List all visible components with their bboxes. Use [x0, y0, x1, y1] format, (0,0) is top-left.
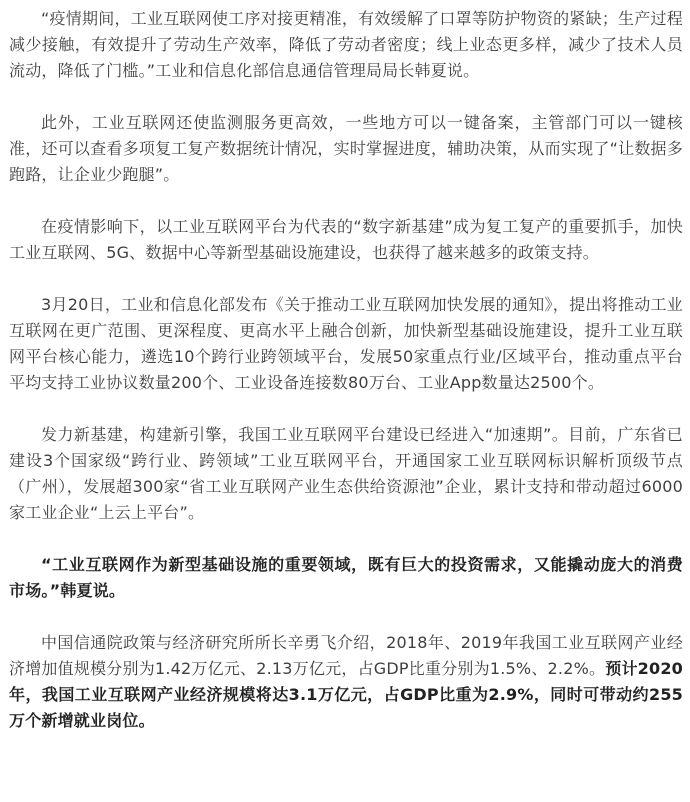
- paragraph-economic-scale: [9, 630, 683, 734]
- economic-forecast-highlight: 预计2020年，我国工业互联网产业经济规模将达3.1万亿元，占GDP比重为2.9%，同时可带动约255万个新增就业岗位。: [9, 659, 683, 730]
- economic-scale-text: 中国信通院政策与经济研究所所长辛勇飞介绍，2018年、2019年我国工业互联网产业经济增加值规模分别为1.42万亿元、2.13万亿元，占GDP比重分别为1.5%、2.2%。: [9, 633, 683, 678]
- article-body: [9, 6, 683, 760]
- paragraph-bold-quote: “工业互联网作为新型基础设施的重要领域，既有巨大的投资需求，又能撬动庞大的消费市场。”韩夏说。: [9, 555, 683, 600]
- paragraph-monitoring-services: 此外，工业互联网还使监测服务更高效，一些地方可以一键备案，主管部门可以一键核准，还可以查看多项复工复产数据统计情况，实时掌握进度，辅助决策，从而实现了“让数据多跑路，让企业少跑腿”。: [9, 113, 683, 184]
- paragraph-pandemic-quote: “疫情期间，工业互联网使工序对接更精准，有效缓解了口罩等防护物资的紧缺；生产过程减少接触，有效提升了劳动生产效率，降低了劳动者密度；线上业态更多样，减少了技术人员流动，降低了门槛。”工业和信息化部信息通信管理局局长韩夏说。: [9, 9, 683, 80]
- paragraph-ministry-notice: 3月20日，工业和信息化部发布《关于推动工业互联网加快发展的通知》，提出将推动工业互联网在更广范围、更深程度、更高水平上融合创新，加快新型基础设施建设，提升工业互联网平台核心能力，遴选10个跨行业跨领域平台，发展50家重点行业/区域平台，推动重点平台平均支持工业协议数量200个、工业设备连接数80万台、工业App数量达2500个。: [9, 295, 683, 392]
- paragraph-guangdong-platforms: 发力新基建，构建新引擎，我国工业互联网平台建设已经进入“加速期”。目前，广东省已建设3个国家级“跨行业、跨领域”工业互联网平台，开通国家工业互联网标识解析顶级节点（广州），发展超300家“省工业互联网产业生态供给资源池”企业，累计支持和带动超过6000家工业企业“上云上平台”。: [9, 425, 683, 522]
- paragraph-digital-infrastructure: 在疫情影响下，以工业互联网平台为代表的“数字新基建”成为复工复产的重要抓手，加快工业互联网、5G、数据中心等新型基础设施建设，也获得了越来越多的政策支持。: [9, 217, 683, 262]
